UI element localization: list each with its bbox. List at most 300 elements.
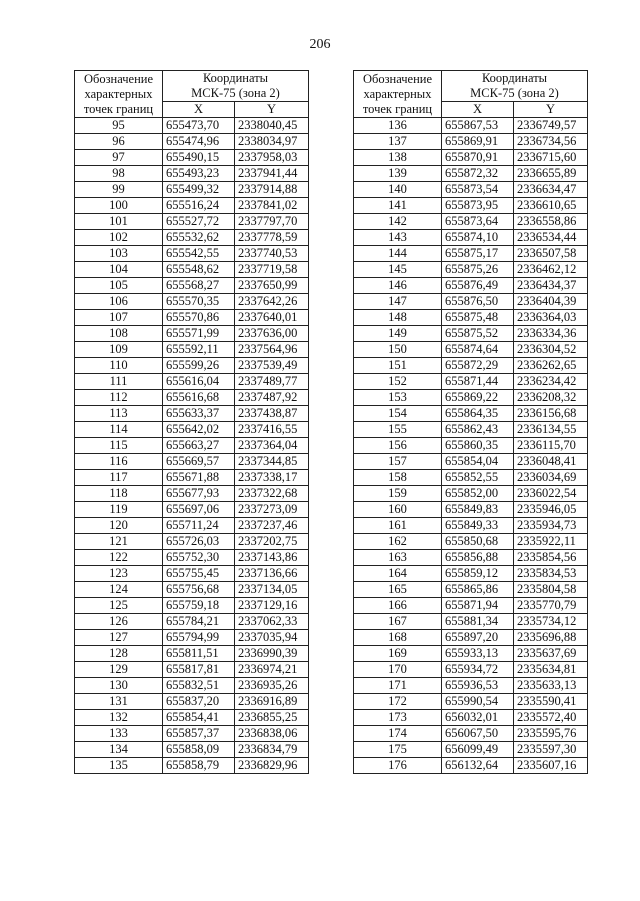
x-coordinate-cell: 655473,70 <box>163 118 235 134</box>
header-line: МСК-75 (зона 2) <box>191 86 280 100</box>
x-coordinate-cell: 655726,03 <box>163 534 235 550</box>
table-row <box>354 550 588 566</box>
x-coordinate-cell: 655990,54 <box>442 694 514 710</box>
y-column-header: Y <box>514 102 588 118</box>
y-coordinate-cell: 2338040,45 <box>235 118 309 134</box>
y-coordinate-cell: 2337642,26 <box>235 294 309 310</box>
x-coordinate-cell: 655527,72 <box>163 214 235 230</box>
point-number-cell: 145 <box>354 262 442 278</box>
x-coordinate-cell: 655616,04 <box>163 374 235 390</box>
point-number-cell: 149 <box>354 326 442 342</box>
x-coordinate-cell: 655474,96 <box>163 134 235 150</box>
table-row <box>354 262 588 278</box>
x-coordinate-cell: 655568,27 <box>163 278 235 294</box>
table-row <box>75 422 309 438</box>
x-coordinate-cell: 655817,81 <box>163 662 235 678</box>
point-number-cell: 113 <box>75 406 163 422</box>
x-coordinate-cell: 655756,68 <box>163 582 235 598</box>
point-number-cell: 107 <box>75 310 163 326</box>
y-coordinate-cell: 2336022,54 <box>514 486 588 502</box>
point-number-cell: 123 <box>75 566 163 582</box>
y-coordinate-cell: 2335770,79 <box>514 598 588 614</box>
table-row <box>354 278 588 294</box>
table-row <box>75 214 309 230</box>
point-number-cell: 114 <box>75 422 163 438</box>
table-row <box>75 566 309 582</box>
y-coordinate-cell: 2337719,58 <box>235 262 309 278</box>
y-coordinate-cell: 2336156,68 <box>514 406 588 422</box>
y-coordinate-cell: 2336334,36 <box>514 326 588 342</box>
y-coordinate-cell: 2335634,81 <box>514 662 588 678</box>
y-coordinate-cell: 2337941,44 <box>235 166 309 182</box>
header-line: точек границ <box>83 101 154 116</box>
x-coordinate-cell: 655897,20 <box>442 630 514 646</box>
x-coordinate-cell: 655854,04 <box>442 454 514 470</box>
point-number-cell: 124 <box>75 582 163 598</box>
table-row <box>354 758 588 774</box>
x-coordinate-cell: 655571,99 <box>163 326 235 342</box>
coordinates-table-right <box>353 70 588 774</box>
table-row <box>354 422 588 438</box>
y-coordinate-cell: 2337640,01 <box>235 310 309 326</box>
y-coordinate-cell: 2335590,41 <box>514 694 588 710</box>
table-row <box>75 742 309 758</box>
table-row <box>75 326 309 342</box>
y-coordinate-cell: 2337134,05 <box>235 582 309 598</box>
x-coordinate-cell: 655876,50 <box>442 294 514 310</box>
y-coordinate-cell: 2335734,12 <box>514 614 588 630</box>
y-coordinate-cell: 2337841,02 <box>235 198 309 214</box>
x-coordinate-cell: 655934,72 <box>442 662 514 678</box>
y-coordinate-cell: 2337143,86 <box>235 550 309 566</box>
point-number-cell: 126 <box>75 614 163 630</box>
point-number-cell: 95 <box>75 118 163 134</box>
table-row <box>354 166 588 182</box>
y-coordinate-cell: 2336507,58 <box>514 246 588 262</box>
point-number-cell: 157 <box>354 454 442 470</box>
point-number-cell: 164 <box>354 566 442 582</box>
point-number-cell: 108 <box>75 326 163 342</box>
table-row <box>354 310 588 326</box>
y-coordinate-cell: 2336855,25 <box>235 710 309 726</box>
point-number-cell: 129 <box>75 662 163 678</box>
coordinates-header <box>442 71 588 102</box>
y-coordinate-cell: 2337202,75 <box>235 534 309 550</box>
point-number-cell: 130 <box>75 678 163 694</box>
table-row <box>354 694 588 710</box>
point-number-cell: 111 <box>75 374 163 390</box>
x-coordinate-cell: 655936,53 <box>442 678 514 694</box>
point-number-cell: 121 <box>75 534 163 550</box>
x-coordinate-cell: 655490,15 <box>163 150 235 166</box>
x-coordinate-cell: 655852,55 <box>442 470 514 486</box>
x-coordinate-cell: 655875,26 <box>442 262 514 278</box>
x-coordinate-cell: 655854,41 <box>163 710 235 726</box>
table-row <box>354 518 588 534</box>
x-coordinate-cell: 655852,00 <box>442 486 514 502</box>
point-number-cell: 154 <box>354 406 442 422</box>
point-number-cell: 132 <box>75 710 163 726</box>
x-coordinate-cell: 655811,51 <box>163 646 235 662</box>
table-row <box>354 582 588 598</box>
x-coordinate-cell: 655493,23 <box>163 166 235 182</box>
point-number-cell: 103 <box>75 246 163 262</box>
y-coordinate-cell: 2337438,87 <box>235 406 309 422</box>
x-coordinate-cell: 655864,35 <box>442 406 514 422</box>
x-coordinate-cell: 655837,20 <box>163 694 235 710</box>
x-coordinate-cell: 655548,62 <box>163 262 235 278</box>
y-coordinate-cell: 2337489,77 <box>235 374 309 390</box>
x-coordinate-cell: 655856,88 <box>442 550 514 566</box>
table-row <box>75 198 309 214</box>
y-coordinate-cell: 2337797,70 <box>235 214 309 230</box>
x-coordinate-cell: 655499,32 <box>163 182 235 198</box>
table-row <box>354 150 588 166</box>
point-number-cell: 105 <box>75 278 163 294</box>
y-coordinate-cell: 2336034,69 <box>514 470 588 486</box>
y-coordinate-cell: 2335633,13 <box>514 678 588 694</box>
point-number-cell: 142 <box>354 214 442 230</box>
x-coordinate-cell: 655872,29 <box>442 358 514 374</box>
y-coordinate-cell: 2336610,65 <box>514 198 588 214</box>
point-number-cell: 133 <box>75 726 163 742</box>
x-column-header: X <box>163 102 235 118</box>
table-row <box>75 518 309 534</box>
x-coordinate-cell: 655669,57 <box>163 454 235 470</box>
x-coordinate-cell: 655755,45 <box>163 566 235 582</box>
point-designation-header <box>354 71 442 118</box>
x-coordinate-cell: 656099,49 <box>442 742 514 758</box>
point-number-cell: 153 <box>354 390 442 406</box>
table-row <box>75 406 309 422</box>
table-body-left <box>75 118 309 774</box>
table-row <box>354 294 588 310</box>
x-coordinate-cell: 655599,26 <box>163 358 235 374</box>
table-row <box>354 470 588 486</box>
x-coordinate-cell: 656032,01 <box>442 710 514 726</box>
point-number-cell: 166 <box>354 598 442 614</box>
y-coordinate-cell: 2336048,41 <box>514 454 588 470</box>
table-row <box>75 262 309 278</box>
point-number-cell: 159 <box>354 486 442 502</box>
table-row <box>75 278 309 294</box>
x-coordinate-cell: 655872,32 <box>442 166 514 182</box>
table-row <box>354 742 588 758</box>
table-row <box>354 486 588 502</box>
table-row <box>75 390 309 406</box>
header-line: Координаты <box>481 71 548 85</box>
y-coordinate-cell: 2335597,30 <box>514 742 588 758</box>
y-coordinate-cell: 2336304,52 <box>514 342 588 358</box>
x-coordinate-cell: 655873,95 <box>442 198 514 214</box>
table-row <box>75 486 309 502</box>
point-number-cell: 152 <box>354 374 442 390</box>
table-row <box>354 134 588 150</box>
table-row <box>354 358 588 374</box>
x-coordinate-cell: 655849,33 <box>442 518 514 534</box>
x-coordinate-cell: 655671,88 <box>163 470 235 486</box>
table-row <box>354 630 588 646</box>
point-number-cell: 165 <box>354 582 442 598</box>
point-number-cell: 163 <box>354 550 442 566</box>
table-row <box>75 246 309 262</box>
x-coordinate-cell: 655850,68 <box>442 534 514 550</box>
y-coordinate-cell: 2336935,26 <box>235 678 309 694</box>
y-coordinate-cell: 2338034,97 <box>235 134 309 150</box>
table-row <box>354 342 588 358</box>
y-coordinate-cell: 2336834,79 <box>235 742 309 758</box>
y-coordinate-cell: 2336734,56 <box>514 134 588 150</box>
table-row <box>75 550 309 566</box>
y-coordinate-cell: 2335804,58 <box>514 582 588 598</box>
point-number-cell: 109 <box>75 342 163 358</box>
point-number-cell: 122 <box>75 550 163 566</box>
header-line: Обозначение <box>362 71 433 86</box>
x-coordinate-cell: 655849,83 <box>442 502 514 518</box>
point-number-cell: 104 <box>75 262 163 278</box>
table-row <box>354 534 588 550</box>
table-row <box>75 454 309 470</box>
point-number-cell: 140 <box>354 182 442 198</box>
x-coordinate-cell: 655633,37 <box>163 406 235 422</box>
y-coordinate-cell: 2336990,39 <box>235 646 309 662</box>
table-row <box>75 134 309 150</box>
x-coordinate-cell: 655875,17 <box>442 246 514 262</box>
point-number-cell: 112 <box>75 390 163 406</box>
point-number-cell: 172 <box>354 694 442 710</box>
x-coordinate-cell: 655881,34 <box>442 614 514 630</box>
point-number-cell: 150 <box>354 342 442 358</box>
table-row <box>75 630 309 646</box>
table-row <box>354 182 588 198</box>
table-row <box>75 598 309 614</box>
point-number-cell: 120 <box>75 518 163 534</box>
y-coordinate-cell: 2337958,03 <box>235 150 309 166</box>
x-coordinate-cell: 655859,12 <box>442 566 514 582</box>
table-row <box>354 566 588 582</box>
x-coordinate-cell: 655752,30 <box>163 550 235 566</box>
point-number-cell: 127 <box>75 630 163 646</box>
y-coordinate-cell: 2337237,46 <box>235 518 309 534</box>
table-row <box>354 454 588 470</box>
x-coordinate-cell: 655759,18 <box>163 598 235 614</box>
y-coordinate-cell: 2337416,55 <box>235 422 309 438</box>
x-coordinate-cell: 655873,64 <box>442 214 514 230</box>
point-number-cell: 162 <box>354 534 442 550</box>
point-number-cell: 119 <box>75 502 163 518</box>
y-coordinate-cell: 2337338,17 <box>235 470 309 486</box>
x-coordinate-cell: 655516,24 <box>163 198 235 214</box>
point-number-cell: 137 <box>354 134 442 150</box>
y-coordinate-cell: 2335607,16 <box>514 758 588 774</box>
header-line: Обозначение <box>83 71 154 86</box>
y-coordinate-cell: 2336749,57 <box>514 118 588 134</box>
table-row <box>75 502 309 518</box>
table-row <box>354 326 588 342</box>
table-row <box>75 582 309 598</box>
table-row <box>75 662 309 678</box>
table-row <box>354 598 588 614</box>
table-row <box>354 726 588 742</box>
x-coordinate-cell: 655570,35 <box>163 294 235 310</box>
y-coordinate-cell: 2336655,89 <box>514 166 588 182</box>
x-coordinate-cell: 656132,64 <box>442 758 514 774</box>
y-coordinate-cell: 2337539,49 <box>235 358 309 374</box>
table-row <box>354 678 588 694</box>
x-coordinate-cell: 655873,54 <box>442 182 514 198</box>
point-number-cell: 148 <box>354 310 442 326</box>
table-row <box>354 646 588 662</box>
x-coordinate-cell: 655857,37 <box>163 726 235 742</box>
y-coordinate-cell: 2336404,39 <box>514 294 588 310</box>
y-coordinate-cell: 2336134,55 <box>514 422 588 438</box>
point-number-cell: 160 <box>354 502 442 518</box>
point-number-cell: 99 <box>75 182 163 198</box>
y-coordinate-cell: 2336208,32 <box>514 390 588 406</box>
point-number-cell: 115 <box>75 438 163 454</box>
point-number-cell: 151 <box>354 358 442 374</box>
x-coordinate-cell: 655874,10 <box>442 230 514 246</box>
y-coordinate-cell: 2336534,44 <box>514 230 588 246</box>
x-coordinate-cell: 655933,13 <box>442 646 514 662</box>
x-coordinate-cell: 655592,11 <box>163 342 235 358</box>
y-coordinate-cell: 2337564,96 <box>235 342 309 358</box>
table-row <box>75 358 309 374</box>
point-number-cell: 125 <box>75 598 163 614</box>
y-coordinate-cell: 2337914,88 <box>235 182 309 198</box>
table-row <box>354 390 588 406</box>
x-coordinate-cell: 655858,09 <box>163 742 235 758</box>
table-row <box>354 214 588 230</box>
y-column-header: Y <box>235 102 309 118</box>
y-coordinate-cell: 2337273,09 <box>235 502 309 518</box>
x-coordinate-cell: 655875,48 <box>442 310 514 326</box>
y-coordinate-cell: 2336234,42 <box>514 374 588 390</box>
table-row <box>75 342 309 358</box>
point-number-cell: 176 <box>354 758 442 774</box>
y-coordinate-cell: 2337136,66 <box>235 566 309 582</box>
point-number-cell: 106 <box>75 294 163 310</box>
x-coordinate-cell: 655794,99 <box>163 630 235 646</box>
y-coordinate-cell: 2335934,73 <box>514 518 588 534</box>
y-coordinate-cell: 2335637,69 <box>514 646 588 662</box>
y-coordinate-cell: 2336262,65 <box>514 358 588 374</box>
x-coordinate-cell: 655532,62 <box>163 230 235 246</box>
header-line: МСК-75 (зона 2) <box>470 86 559 100</box>
x-coordinate-cell: 655869,91 <box>442 134 514 150</box>
y-coordinate-cell: 2337322,68 <box>235 486 309 502</box>
point-number-cell: 161 <box>354 518 442 534</box>
table-row <box>354 198 588 214</box>
point-number-cell: 102 <box>75 230 163 246</box>
x-coordinate-cell: 655869,22 <box>442 390 514 406</box>
table-row <box>354 374 588 390</box>
x-coordinate-cell: 655860,35 <box>442 438 514 454</box>
x-coordinate-cell: 655697,06 <box>163 502 235 518</box>
y-coordinate-cell: 2337129,16 <box>235 598 309 614</box>
point-number-cell: 175 <box>354 742 442 758</box>
header-line: характерных <box>363 86 432 101</box>
point-number-cell: 143 <box>354 230 442 246</box>
point-number-cell: 156 <box>354 438 442 454</box>
y-coordinate-cell: 2337035,94 <box>235 630 309 646</box>
y-coordinate-cell: 2336558,86 <box>514 214 588 230</box>
y-coordinate-cell: 2337364,04 <box>235 438 309 454</box>
y-coordinate-cell: 2335595,76 <box>514 726 588 742</box>
x-coordinate-cell: 655867,53 <box>442 118 514 134</box>
point-number-cell: 169 <box>354 646 442 662</box>
y-coordinate-cell: 2336462,12 <box>514 262 588 278</box>
table-row <box>75 230 309 246</box>
point-number-cell: 155 <box>354 422 442 438</box>
table-row <box>75 182 309 198</box>
point-number-cell: 135 <box>75 758 163 774</box>
point-number-cell: 158 <box>354 470 442 486</box>
table-row <box>354 230 588 246</box>
table-row <box>75 310 309 326</box>
table-row <box>75 758 309 774</box>
x-coordinate-cell: 655875,52 <box>442 326 514 342</box>
coordinates-table-left <box>74 70 309 774</box>
y-coordinate-cell: 2337740,53 <box>235 246 309 262</box>
point-number-cell: 139 <box>354 166 442 182</box>
y-coordinate-cell: 2335834,53 <box>514 566 588 582</box>
table-row <box>354 502 588 518</box>
x-coordinate-cell: 655870,91 <box>442 150 514 166</box>
point-number-cell: 138 <box>354 150 442 166</box>
point-number-cell: 116 <box>75 454 163 470</box>
header-line: Координаты <box>202 71 269 85</box>
point-number-cell: 144 <box>354 246 442 262</box>
y-coordinate-cell: 2337650,99 <box>235 278 309 294</box>
table-row <box>75 534 309 550</box>
x-coordinate-cell: 655570,86 <box>163 310 235 326</box>
table-row <box>75 294 309 310</box>
table-row <box>354 406 588 422</box>
point-number-cell: 101 <box>75 214 163 230</box>
y-coordinate-cell: 2335854,56 <box>514 550 588 566</box>
point-number-cell: 147 <box>354 294 442 310</box>
y-coordinate-cell: 2337487,92 <box>235 390 309 406</box>
y-coordinate-cell: 2336829,96 <box>235 758 309 774</box>
x-coordinate-cell: 655876,49 <box>442 278 514 294</box>
table-row <box>75 438 309 454</box>
table-row <box>354 246 588 262</box>
table-body-right <box>354 118 588 774</box>
point-number-cell: 167 <box>354 614 442 630</box>
header-line: характерных <box>84 86 153 101</box>
x-coordinate-cell: 655871,44 <box>442 374 514 390</box>
point-number-cell: 146 <box>354 278 442 294</box>
table-row <box>75 710 309 726</box>
y-coordinate-cell: 2337778,59 <box>235 230 309 246</box>
point-number-cell: 110 <box>75 358 163 374</box>
table-row <box>75 694 309 710</box>
point-number-cell: 174 <box>354 726 442 742</box>
x-coordinate-cell: 655542,55 <box>163 246 235 262</box>
table-row <box>354 438 588 454</box>
point-number-cell: 136 <box>354 118 442 134</box>
x-coordinate-cell: 655865,86 <box>442 582 514 598</box>
table-row <box>75 150 309 166</box>
table-row <box>75 118 309 134</box>
table-row <box>75 614 309 630</box>
point-number-cell: 170 <box>354 662 442 678</box>
table-row <box>75 374 309 390</box>
y-coordinate-cell: 2335946,05 <box>514 502 588 518</box>
point-number-cell: 100 <box>75 198 163 214</box>
point-number-cell: 141 <box>354 198 442 214</box>
